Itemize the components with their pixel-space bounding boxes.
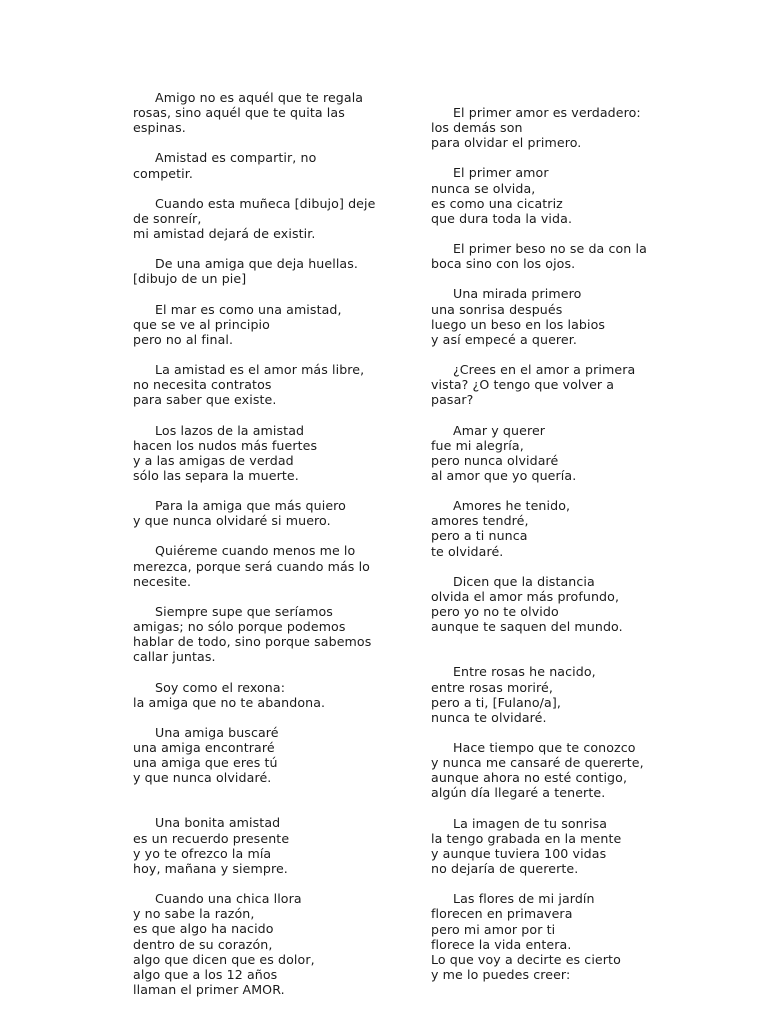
poem-line: fue mi alegría, <box>431 437 524 453</box>
poem-line: Cuando esta muñeca [dibujo] deje <box>155 195 376 211</box>
poem-line: y nunca me cansaré de quererte, <box>431 755 644 771</box>
poem-line: llaman el primer AMOR. <box>133 982 285 998</box>
poem-line: olvida el amor más profundo, <box>431 588 620 604</box>
poem-stanza <box>133 256 433 286</box>
poem-line: merezca, porque será cuando más lo <box>133 558 370 574</box>
poem-stanza <box>133 543 433 588</box>
poem-line: mi amistad dejará de existir. <box>133 226 316 242</box>
poem-line: la amiga que no te abandona. <box>133 694 326 710</box>
poem-stanza <box>431 891 731 982</box>
poem-line: amigas; no sólo porque podemos <box>133 619 346 635</box>
poem-stanza <box>431 286 731 347</box>
poem-line: una sonrisa después <box>431 301 563 317</box>
poem-stanza <box>133 90 433 135</box>
poem-line: Una bonita amistad <box>155 815 281 831</box>
poem-line: que dura toda la vida. <box>431 210 573 226</box>
poem-stanza <box>431 574 731 635</box>
poem-line: Amigo no es aquél que te regala <box>155 90 364 105</box>
poem-line: El primer amor <box>453 165 549 181</box>
poem-line: florecen en primavera <box>431 906 573 922</box>
poem-line: algo que a los 12 años <box>133 966 278 982</box>
poem-line: los demás son <box>431 120 523 136</box>
poem-line: aunque te saquen del mundo. <box>431 619 623 635</box>
poem-line: y me lo puedes creer: <box>431 967 571 983</box>
poem-line: Una amiga buscaré <box>155 724 279 740</box>
stanza-gap <box>431 649 731 664</box>
poem-line: Dicen que la distancia <box>453 573 595 589</box>
poem-line: competir. <box>133 165 194 181</box>
poem-stanza <box>133 725 433 786</box>
poem-stanza <box>133 891 433 997</box>
poem-line: y aunque tuviera 100 vidas <box>431 845 607 861</box>
poem-line: Una mirada primero <box>453 286 582 302</box>
poem-line: Cuando una chica llora <box>155 891 302 907</box>
poem-line: una amiga que eres tú <box>133 755 278 771</box>
poem-line: El mar es como una amistad, <box>155 301 342 317</box>
poem-line: dentro de su corazón, <box>133 936 273 952</box>
poem-line: de sonreír, <box>133 210 202 226</box>
poem-stanza <box>133 604 433 665</box>
poem-line: al amor que yo quería. <box>431 467 577 483</box>
poem-stanza <box>133 150 433 180</box>
poem-line: Hace tiempo que te conozco <box>453 740 636 755</box>
poem-line: rosas, sino aquél que te quita las <box>133 105 345 121</box>
poem-line: sólo las separa la muerte. <box>133 467 299 483</box>
poem-line: luego un beso en los labios <box>431 316 606 332</box>
poem-line: Lo que voy a decirte es cierto <box>431 951 621 967</box>
poem-line: es un recuerdo presente <box>133 830 290 846</box>
poem-line: es como una cicatriz <box>431 195 563 211</box>
poem-stanza <box>133 362 433 407</box>
poem-line: nunca te olvidaré. <box>431 709 547 725</box>
poem-line: nunca se olvida, <box>431 180 536 196</box>
poem-line: pero yo no te olvido <box>431 604 559 620</box>
poem-line: para saber que existe. <box>133 392 277 408</box>
poem-line: no necesita contratos <box>133 377 272 393</box>
poem-stanza <box>133 423 433 484</box>
poem-line: es que algo ha nacido <box>133 921 274 937</box>
poem-line: pero a ti, [Fulano/a], <box>431 694 561 710</box>
poem-line: Amores he tenido, <box>453 498 571 514</box>
poem-line: Quiéreme cuando menos me lo <box>155 543 356 559</box>
poem-line: callar juntas. <box>133 649 216 665</box>
poem-stanza <box>133 302 433 347</box>
poem-line: y no sabe la razón, <box>133 906 255 922</box>
poem-line: y que nunca olvidaré. <box>133 770 272 786</box>
poem-stanza <box>431 664 731 725</box>
poem-stanza <box>431 362 731 407</box>
poem-stanza <box>133 680 433 710</box>
poem-line: pero nunca olvidaré <box>431 452 559 468</box>
poem-line: De una amiga que deja huellas. <box>155 256 359 272</box>
poem-stanza <box>133 815 433 876</box>
poem-line: Amar y querer <box>453 422 546 438</box>
poem-line: aunque ahora no esté contigo, <box>431 770 628 786</box>
poem-stanza <box>431 816 731 877</box>
poem-line: Siempre supe que seríamos <box>155 603 333 619</box>
poem-line: que se ve al principio <box>133 316 270 332</box>
poem-line: El primer beso no se da con la <box>453 241 647 257</box>
poem-line: Entre rosas he nacido, <box>453 664 596 680</box>
poem-line: y que nunca olvidaré si muero. <box>133 513 331 529</box>
left-column <box>133 90 433 1012</box>
poem-line: no dejaría de quererte. <box>431 861 579 877</box>
poem-line: La amistad es el amor más libre, <box>155 362 365 378</box>
poem-stanza <box>431 423 731 484</box>
poem-line: El primer amor es verdadero: <box>453 105 641 120</box>
poem-line: Soy como el rexona: <box>155 679 286 695</box>
poem-line: algo que dicen que es dolor, <box>133 951 315 967</box>
poem-line: necesite. <box>133 573 192 589</box>
poem-line: te olvidaré. <box>431 543 504 559</box>
poem-stanza <box>431 241 731 271</box>
poem-line: Los lazos de la amistad <box>155 422 305 438</box>
poem-stanza <box>133 498 433 528</box>
poem-line: amores tendré, <box>431 513 529 529</box>
poem-line: una amiga encontraré <box>133 740 275 755</box>
poem-line: pasar? <box>431 392 474 408</box>
poem-line: y así empecé a querer. <box>431 331 577 347</box>
poem-stanza <box>431 498 731 559</box>
poem-line: [dibujo de un pie] <box>133 271 247 287</box>
poem-line: y a las amigas de verdad <box>133 452 294 468</box>
poem-line: Amistad es compartir, no <box>155 150 317 166</box>
poem-line: ¿Crees en el amor a primera <box>453 362 636 378</box>
poem-stanza <box>133 196 433 241</box>
poem-line: Para la amiga que más quiero <box>155 498 346 514</box>
poem-line: pero a ti nunca <box>431 528 528 544</box>
poem-line: entre rosas moriré, <box>431 679 553 695</box>
poem-line: vista? ¿O tengo que volver a <box>431 377 615 393</box>
poem-line: boca sino con los ojos. <box>431 256 576 272</box>
poem-line: La imagen de tu sonrisa <box>453 815 608 831</box>
poem-stanza <box>431 740 731 801</box>
poem-line: florece la vida entera. <box>431 936 572 952</box>
poem-line: hablar de todo, sino porque sabemos <box>133 634 372 650</box>
poem-stanza <box>431 165 731 226</box>
stanza-gap <box>133 800 433 815</box>
poem-line: para olvidar el primero. <box>431 135 582 151</box>
poem-line: hoy, mañana y siempre. <box>133 860 288 876</box>
right-column <box>431 105 731 997</box>
poem-line: hacen los nudos más fuertes <box>133 437 318 453</box>
poem-line: pero mi amor por ti <box>431 921 556 937</box>
poem-line: pero no al final. <box>133 331 234 347</box>
poem-stanza <box>431 105 731 150</box>
poem-line: Las flores de mi jardín <box>453 891 595 907</box>
poem-line: y yo te ofrezco la mía <box>133 845 272 861</box>
poem-line: algún día llegaré a tenerte. <box>431 785 606 801</box>
poem-line: espinas. <box>133 120 186 136</box>
poem-line: la tengo grabada en la mente <box>431 830 622 846</box>
